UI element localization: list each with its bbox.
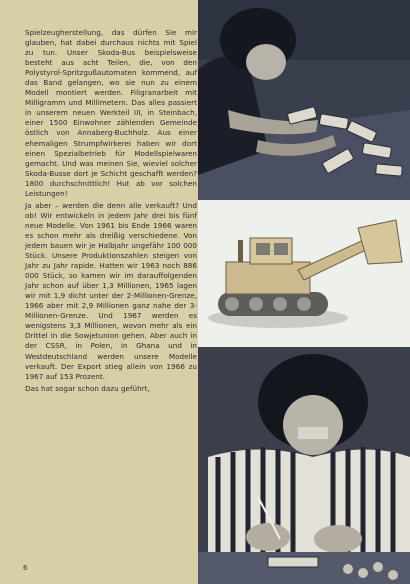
photo-column [198,0,410,584]
photo-toy-bulldozer-model [198,200,410,347]
article-paragraph-2: Ja aber – werden die denn alle verkauft? Und ob! Wir entwickeln in jedem Jahr drei bis fünf neue Modelle. Von 1961 bis Ende 1966 waren es schon mehr als dreißig verschiedene. Von jedem bauen wir je Halbjahr ungefähr 100 000 Stück. Unsere Produktionszahlen steigen von Jahr zu Jahr rapide. Hatten wir 1963 noch 886 000 Stück, so kamen wir im darauffolgenden Jahr schon auf über 1,3 Millionen, 1965 lagen wir mit 1,9 dicht unter der 2-Millionen-Grenze, 1966 aber mit 2,9 Millionen ganz nahe der 3-Millionen-Grenze. Und 1967 werden es wenigstens 3,3 Millionen, wovon mehr als ein Drittel in die Sowjetunion gehen. Aber auch in der CSSR, in Polen, in Ghana und in Westdeutschland werden unsere Modelle verkauft. Der Export stieg allein von 1966 zu 1967 auf 153 Prozent. [25,200,197,381]
article-text [25,28,197,396]
article-paragraph-1: Spielzeugherstellung, das dürfen Sie mir glauben, hat dabei durchaus nichts mit Spiel zu tun. Unser Skoda-Bus beispielsweise besteht aus acht Teilen, die, von den Polystyrol-Spritzgußautomaten kommend, auf das Band gelangen, wo sie nun zu einem Modell montiert werden. Filigranarbeit mit Milligramm und Millimetern. Das alles passiert in unserem neuen Werkteil III, in Steinbach, einer 1500 Einwohner zählenden Gemeinde östlich von Annaberg-Buchholz. Aus einer ehemaligen Strumpfwirkerei haben wir dort einen Spezialbetrieb für Modellspielwaren gemacht. Und was meinen Sie, wieviel solcher Skoda-Busse dort je Schicht geschafft werden? 1800 durchschnittlich! Hut ab vor solchen Leistungen! [25,28,197,198]
page-number: 6 [23,564,28,572]
photo-worker-with-tweezers [198,347,410,584]
photo-worker-assembling-buses [198,0,410,200]
article-paragraph-3: Das hat sogar schon dazu geführt, [25,383,150,393]
